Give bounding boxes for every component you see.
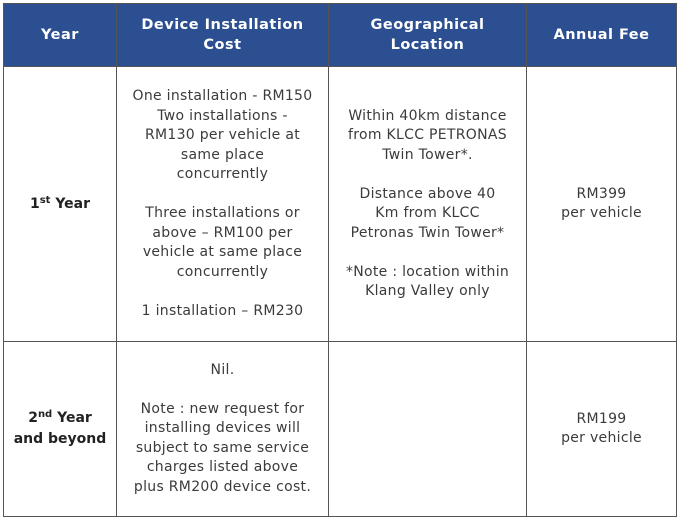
text-line: Distance above 40 [359,185,496,202]
text-line: Km from KLCC [375,205,480,221]
year-ordinal: st [39,194,51,206]
location-cell [329,342,527,517]
year-label-line2: and beyond [13,431,107,447]
location-paragraph [335,185,520,244]
annual-fee-cell [527,67,677,342]
text-line: same place [180,146,265,163]
text-line: subject to same service [135,439,310,456]
header-installation-cost: Device Installation Cost [117,4,329,67]
location-paragraph [335,107,520,166]
text-line: concurrently [176,263,269,280]
text-line: Klang Valley only [365,283,490,299]
fee-amount: RM399 [576,185,627,202]
installation-cost-cell [117,342,329,517]
text-line: Three installations or [145,205,300,221]
year-label: Year [50,195,91,212]
cost-paragraph [123,302,322,322]
text-line: Petronas Twin Tower* [350,224,505,241]
text-line: plus RM200 device cost. [133,478,312,495]
text-line: Note : new request for [140,400,305,417]
text-line: One installation - RM150 [132,88,313,104]
header-row [4,4,677,67]
table-row [4,67,677,342]
text-line: above – RM100 per [152,224,293,241]
text-line: 1 installation – RM230 [141,302,304,319]
year-cell [4,67,117,342]
text-line: concurrently [176,166,269,182]
fee-unit: per vehicle [561,205,642,221]
text-line: RM130 per vehicle at [144,127,301,143]
text-line: Two installations - [157,107,288,124]
header-location-line1: Geographical [370,17,485,33]
header-annual-fee: Annual Fee [527,4,677,67]
cost-paragraph [123,361,322,381]
text-line: vehicle at same place [142,244,303,260]
text-line: *Note : location within [345,263,510,280]
text-line: Within 40km distance [348,107,507,124]
text-line: Nil. [210,361,235,378]
text-line: Twin Tower*. [382,146,473,163]
fee-amount: RM199 [576,410,627,427]
cost-paragraph [123,87,322,185]
year-cell [4,342,117,517]
fee-table [3,3,677,517]
annual-fee-cell [527,342,677,517]
year-number: 2 [28,410,38,426]
location-note [335,263,520,302]
year-ordinal: nd [37,409,53,420]
text-line: charges listed above [146,459,299,476]
year-label: Year [52,410,92,426]
text-line: from KLCC PETRONAS [348,127,507,143]
location-cell [329,67,527,342]
cost-note [123,400,322,498]
table-row [4,342,677,517]
year-number: 1 [29,195,40,212]
cost-paragraph [123,204,322,282]
header-geographical-location [329,4,527,67]
installation-cost-cell [117,67,329,342]
header-year: Year [4,4,117,67]
fee-unit: per vehicle [561,430,642,446]
text-line: installing devices will [144,420,301,437]
header-location-line2: Location [390,37,465,53]
